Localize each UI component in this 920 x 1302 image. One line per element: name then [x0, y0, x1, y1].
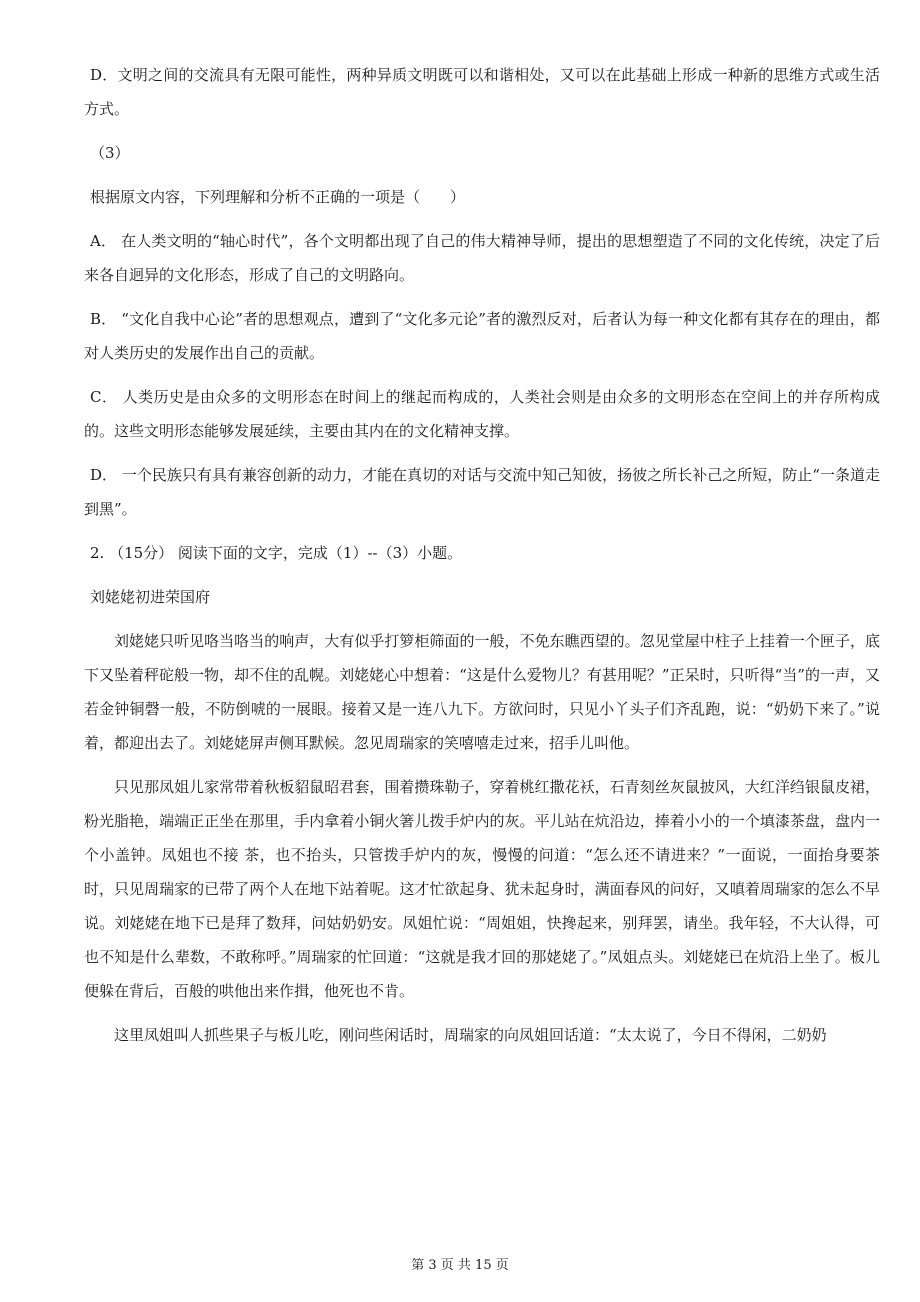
option-c: C． 人类历史是由众多的文明形态在时间上的继起而构成的，人类社会则是由众多的文明形态在空间上的并存所构成的。这些文明形态能够发展延续，主要由其内在的文化精神支撑。	[84, 388, 880, 440]
option-d: D． 一个民族只有具有兼容创新的动力，才能在真切的对话与交流中知己知彼，扬彼之所长补己之所短，防止“一条道走到黑”。	[84, 466, 880, 518]
passage-paragraph: 刘姥姥只听见咯当咯当的响声，大有似乎打箩柜筛面的一般，不免东瞧西望的。忽见堂屋中柱子上挂着一个匣子，底下又坠着秤砣般一物，却不住的乱幌。刘姥姥心中想着：“这是什么爱物儿？有甚用呢？”正呆时，只听得“当”的一声，又若金钟铜磬一般，不防倒唬的一展眼。接着又是一连八九下。方欲问时，只见小丫头子们齐乱跑，说：“奶奶下来了。”说着，都迎出去了。刘姥姥屏声侧耳默候。忽见周瑞家的笑嘻嘻走过来，招手儿叫他。	[84, 632, 880, 752]
passage-title: 刘姥姥初进荣国府	[90, 588, 211, 606]
passage-paragraph: 只见那凤姐儿家常带着秋板貂鼠昭君套，围着攒珠勒子，穿着桃红撒花袄，石青刻丝灰鼠披风，大红洋绉银鼠皮裙，粉光脂艳，端端正正坐在那里，手内拿着小铜火箸儿拨手炉内的灰。平儿站在炕沿边，捧着小小的一个填漆茶盘，盘内一个小盖钟。凤姐也不接 茶，也不抬头，只管拨手炉内的灰，慢慢的问道：“怎么还不请进来？”一面说，一面抬身要茶时，只见周瑞家的已带了两个人在地下站着呢。这才忙欲起身、犹未起身时，满面春风的问好，又嗔着周瑞家的怎么不早说。刘姥姥在地下已是拜了数拜，问姑奶奶安。凤姐忙说：“周姐姐，快搀起来，别拜罢，请坐。我年轻，不大认得，可也不知是什么辈数，不敢称呼。”周瑞家的忙回道：“这就是我才回的那姥姥了。”凤姐点头。刘姥姥已在炕沿上坐了。板儿便躲在背后，百般的哄他出来作揖，他死也不肯。	[84, 778, 880, 1000]
option-a: A． 在人类文明的“轴心时代”，各个文明都出现了自己的伟大精神导师，提出的思想塑造了不同的文化传统，决定了后来各自迥异的文化形态，形成了自己的文明路向。	[84, 232, 880, 284]
option-d-continuation: D．文明之间的交流具有无限可能性，两种异质文明既可以和谐相处，又可以在此基础上形成一种新的思维方式或生活方式。	[84, 66, 880, 118]
question-stem: 根据原文内容，下列理解和分析不正确的一项是（ ）	[90, 188, 466, 206]
page-footer: 第 3 页 共 15 页	[411, 1258, 509, 1273]
question-2-heading: 2. （15分） 阅读下面的文字，完成（1）--（3）小题。	[90, 544, 463, 562]
option-b: B． “文化自我中心论”者的思想观点，遭到了“文化多元论”者的激烈反对，后者认为每一种文化都有其存在的理由，都对人类历史的发展作出自己的贡献。	[84, 310, 880, 362]
document-body	[84, 58, 880, 1062]
question-number-3: （3）	[90, 144, 130, 162]
passage-paragraph: 这里凤姐叫人抓些果子与板儿吃，刚问些闲话时，周瑞家的向凤姐回话道：“太太说了，今日不得闲，二奶奶	[114, 1026, 827, 1044]
